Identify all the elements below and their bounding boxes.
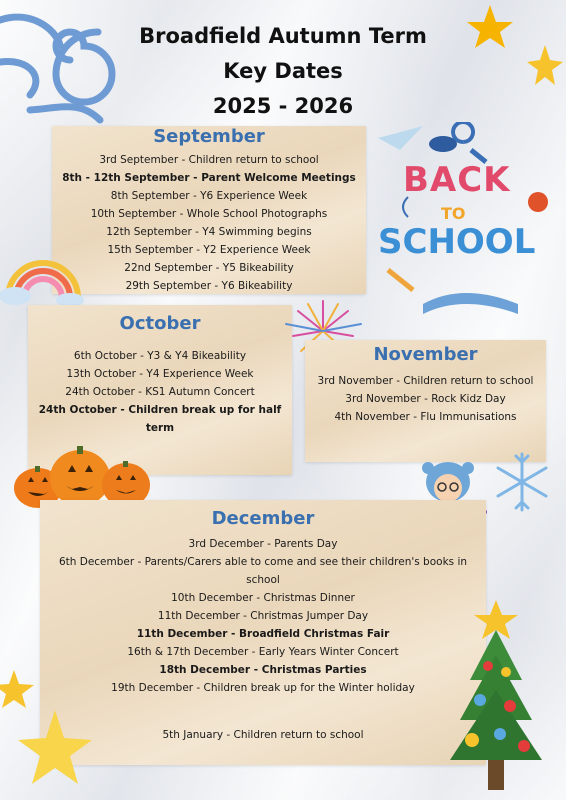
page-title-line-1: Broadfield Autumn Term [139,24,427,48]
december-item: 10th December - Christmas Dinner [171,592,355,604]
october-item: 24th October - Children break up for half term [38,404,282,434]
christmas-tree-icon [450,600,566,800]
september-item: 8th September - Y6 Experience Week [110,190,308,202]
september-item: 12th September - Y4 Swimming begins [106,226,312,238]
back-to-school-graphic [368,122,558,317]
november-item: 4th November - Flu Immunisations [334,411,517,423]
september-item: 10th September - Whole School Photographs [90,208,328,220]
october-item: 13th October - Y4 Experience Week [66,368,254,380]
september-item: 29th September - Y6 Bikeability [125,280,293,292]
november-item: 3rd November - Rock Kidz Day [345,393,506,405]
december-item: 11th December - Broadfield Christmas Fair [136,628,390,640]
october-item: 6th October - Y3 & Y4 Bikeability [73,350,247,362]
page-title-line-2: Key Dates [223,59,343,83]
snowflake-icon [490,450,554,514]
september-heading: September [153,126,265,147]
december-item: 19th December - Children break up for the Winter holiday [111,682,415,694]
december-item: 18th December - Christmas Parties [159,664,367,676]
october-item: 24th October - KS1 Autumn Concert [65,386,255,398]
september-panel [52,126,366,294]
school-word: SCHOOL [378,222,536,262]
november-panel [305,340,546,462]
september-item: 22nd September - Y5 Bikeability [124,262,294,274]
november-list [305,372,546,426]
october-list [28,347,292,437]
december-heading: December [211,508,315,529]
star-icon [0,670,110,800]
november-heading: November [373,344,478,365]
december-item: 3rd December - Parents Day [188,538,338,550]
back-word: BACK [403,160,511,200]
rainbow-icon [0,238,85,308]
september-item: 15th September - Y2 Experience Week [107,244,311,256]
september-item: 3rd September - Children return to school [99,154,319,166]
october-heading: October [119,313,201,334]
september-item: 8th - 12th September - Parent Welcome Meetings [62,172,356,184]
december-item: 11th December - Christmas Jumper Day [157,610,369,622]
december-footer: 5th January - Children return to school [162,729,364,741]
december-item: 6th December - Parents/Carers able to come and see their children's books in school [58,556,468,586]
to-word: TO [441,204,466,223]
september-list [52,151,366,295]
december-item: 16th & 17th December - Early Years Winter Concert [127,646,399,658]
november-item: 3rd November - Children return to school [317,375,534,387]
page-title-line-3: 2025 - 2026 [212,94,354,118]
